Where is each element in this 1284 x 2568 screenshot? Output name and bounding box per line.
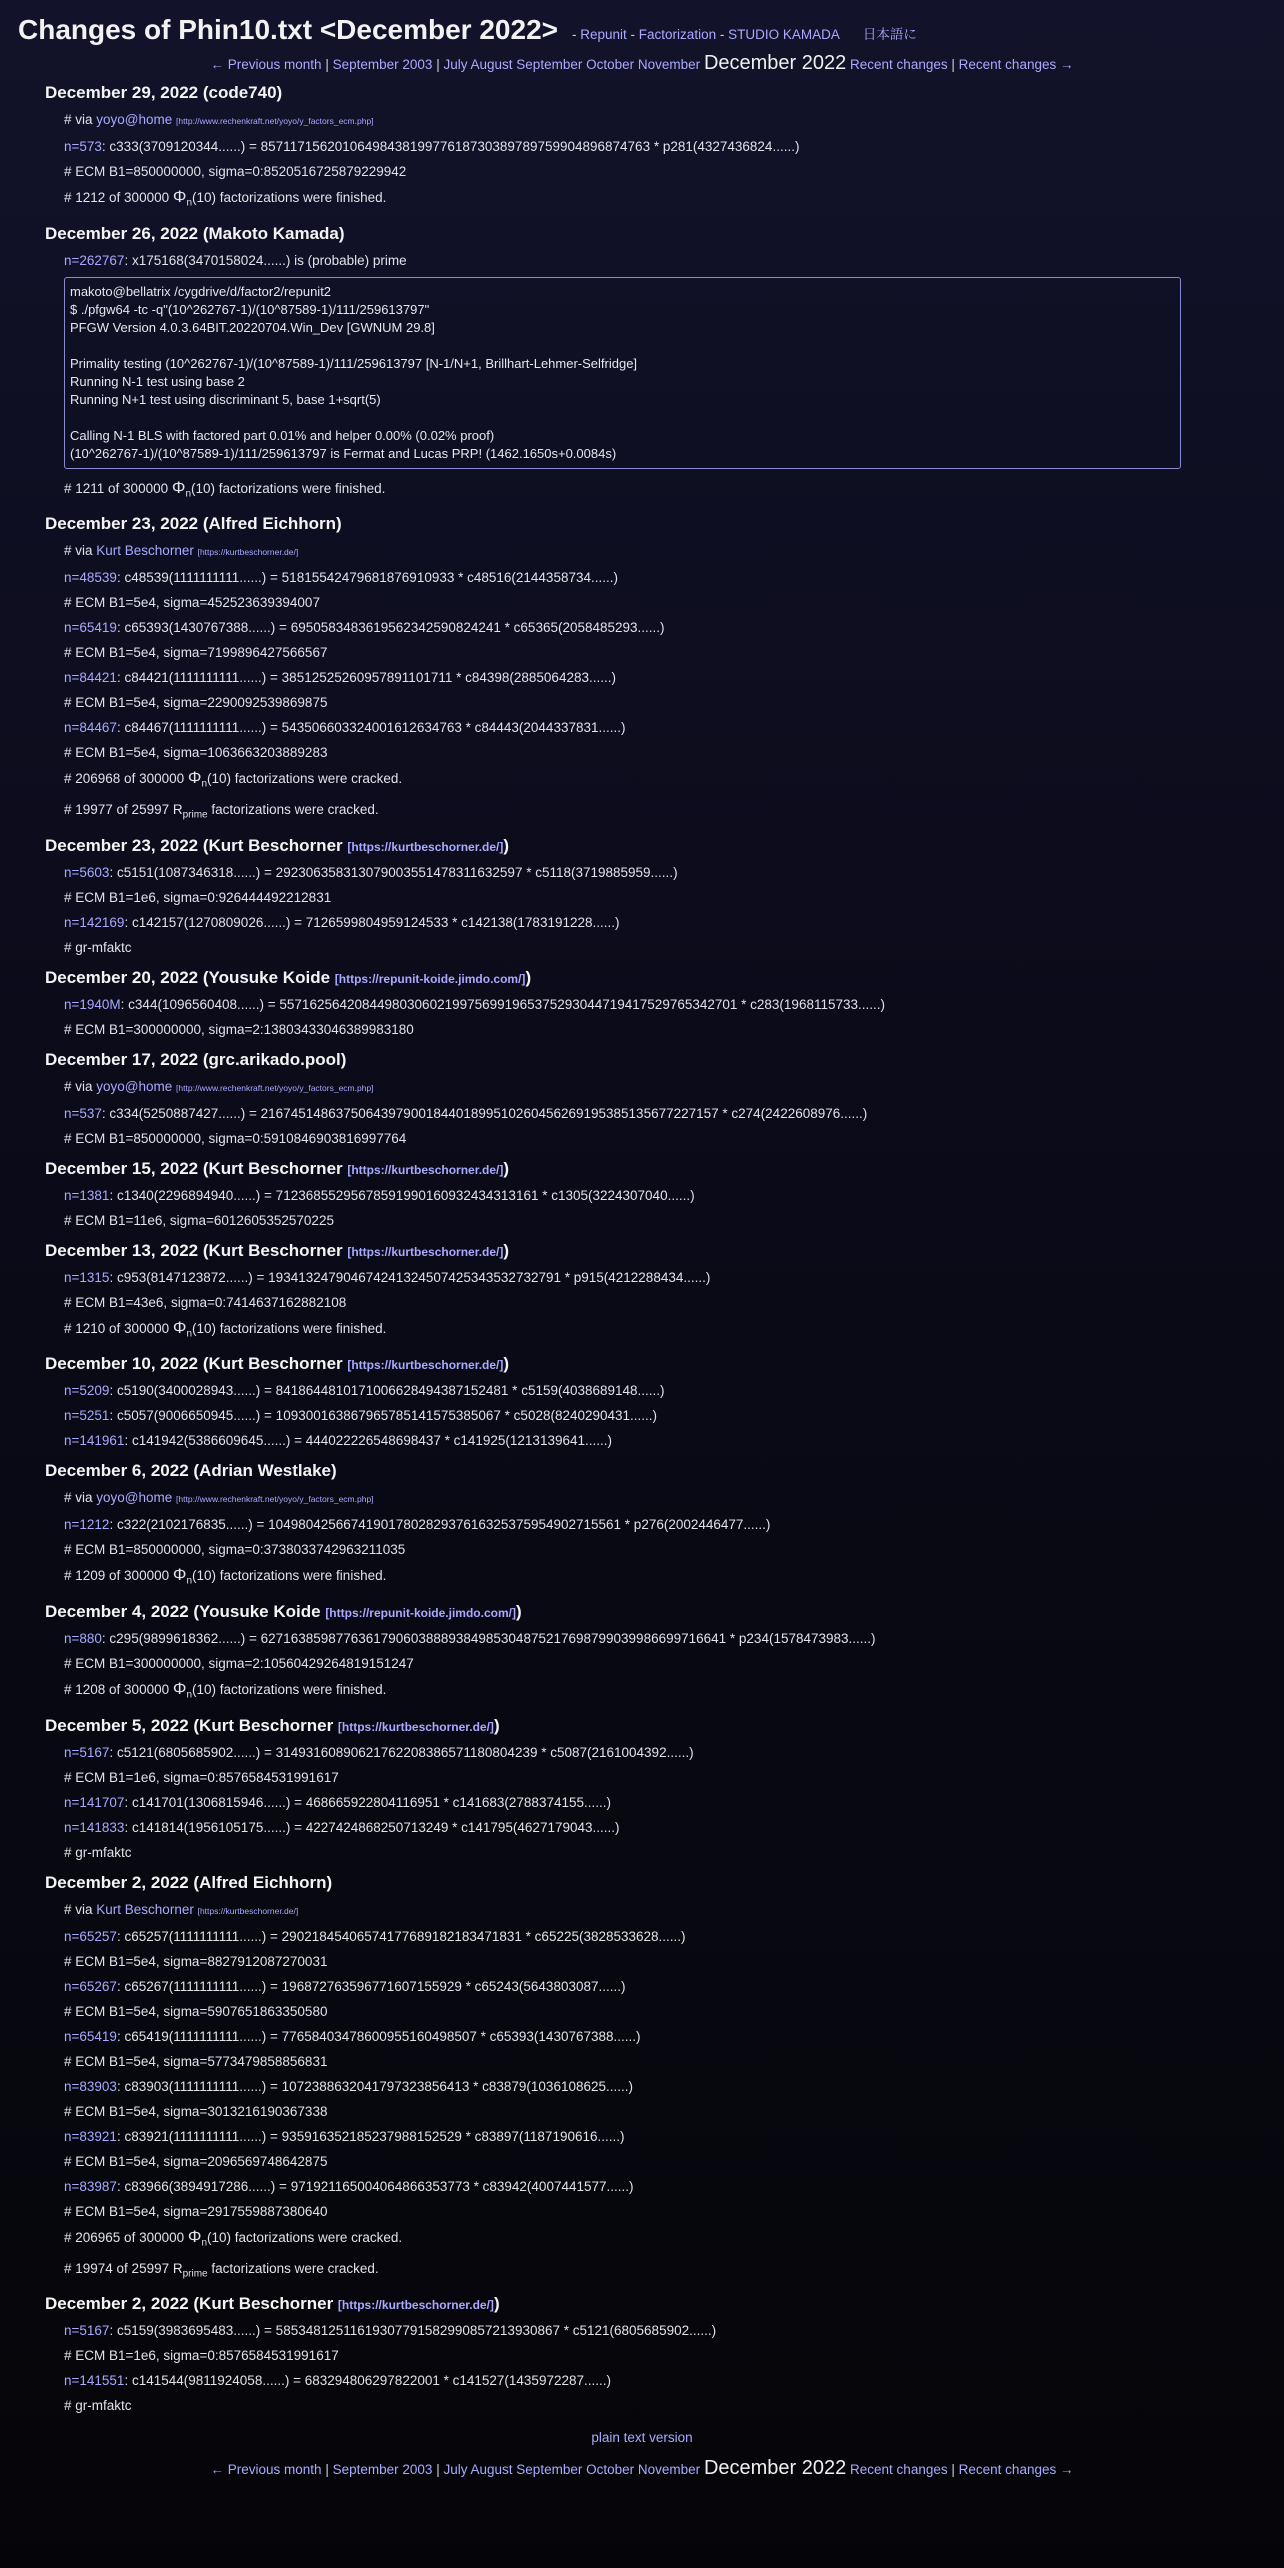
changes-list	[0, 83, 1284, 2414]
entry	[45, 224, 1184, 503]
homepage-link[interactable]: [https://kurtbeschorner.de/]	[347, 839, 504, 854]
via-link[interactable]: yoyo@home	[96, 1490, 173, 1506]
factor-line: n=5167: c5121(6805685902......) = 3149316089062176220838657118080423​9 * c5087(2161004392......)	[64, 1744, 694, 1760]
count-line: # 206965 of 300000 $\Phi_n(10)$ factorizations were cracked.	[64, 2226, 403, 2249]
n-link[interactable]: n=5603	[64, 864, 110, 880]
via-url[interactable]: [https://kurtbeschorner.de/]	[197, 547, 299, 558]
via-url[interactable]: [https://kurtbeschorner.de/]	[197, 1905, 299, 1916]
nav-previous-month[interactable]: ← Previous month	[210, 57, 322, 72]
note-line: # ECM B1=5e4, sigma=8827912087270031	[64, 1953, 328, 1969]
factor-line: n=83987: c83966(3894917286......) = 971921165004064866353773 * c83942(4007441577......)	[64, 2178, 634, 2194]
via-link[interactable]: yoyo@home	[96, 1078, 173, 1094]
n-link[interactable]: n=5167	[64, 1744, 110, 1760]
month-nav-bottom: ← Previous month | September 2003 | July August September October November December 2022 Recent changes | Recent changes →	[210, 2457, 1074, 2480]
page-header	[0, 0, 1284, 50]
entry-heading: December 23, 2022 (Kurt Beschorner [https://kurtbeschorner.de/])	[45, 835, 510, 855]
link-factorization[interactable]: Factorization	[638, 27, 717, 42]
n-link[interactable]: n=141961	[64, 1433, 125, 1449]
count-line: # 1210 of 300000 $\Phi_n(10)$ factorizations were finished.	[64, 1317, 387, 1340]
n-link[interactable]: n=141833	[64, 1819, 125, 1835]
note-line: # gr-mfaktc	[64, 2398, 132, 2414]
n-link[interactable]: n=83921	[64, 2128, 117, 2144]
nav-september-2003[interactable]: September 2003	[332, 57, 433, 72]
n-link[interactable]: n=84467	[64, 720, 117, 736]
note-line: # ECM B1=5e4, sigma=5773479858856831	[64, 2053, 328, 2069]
link-japanese[interactable]: 日本語に	[862, 27, 917, 42]
nav-july[interactable]: July	[443, 57, 468, 72]
via-link[interactable]: Kurt Beschorner	[96, 543, 194, 559]
plain-text-version-link[interactable]: plain text version	[591, 2430, 693, 2446]
link-repunit[interactable]: Repunit	[580, 27, 627, 42]
via-link[interactable]: Kurt Beschorner	[96, 1901, 194, 1917]
count-line: # 206968 of 300000 $\Phi_n(10)$ factorizations were cracked.	[64, 768, 403, 791]
note-line: # ECM B1=300000000, sigma=2:1380343304638998318​0	[64, 1021, 414, 1037]
via-url[interactable]: [http://www.rechenkraft.net/yoyo/y_factors_ecm.php]	[176, 1494, 374, 1505]
ecm-line: # ECM B1=850000000, sigma=0:8520516725879229942	[64, 164, 407, 179]
n-link[interactable]: n=573	[64, 139, 102, 154]
nav-current-month: December 2022	[703, 52, 847, 74]
factor-line: n=5167: c5159(3983695483......) = 5853481251161930779158299085721393086​7 * c5121(6805685902......)	[64, 2323, 717, 2339]
factor-line: n=141833: c141814(1956105175......) = 4227424868250713249 * c141795(4627179043......)	[64, 1819, 620, 1835]
rprime-count-line: # 19977 of 25997 $R_{prime}$ factorizations were cracked.	[64, 802, 379, 821]
plain-text-version	[0, 2430, 1284, 2445]
nav-november[interactable]: November	[637, 57, 701, 72]
factor-line: n=84467: c84467(1111111111......) = 543506603324001612634763 * c84443(2044337831......)	[64, 720, 626, 736]
factor-line: n=142169: c142157(1270809026......) = 7126599804959124533 * c142138(1783191228......)	[64, 914, 620, 930]
nav-august[interactable]: August	[470, 2462, 513, 2478]
note-line: # ECM B1=850000000, sigma=0:3738033742963211035	[64, 1542, 406, 1558]
factor-line: n=65267: c65267(1111111111......) = 196872763596771607155929 * c65243(5643803087......)	[64, 1978, 626, 1994]
factor-line: n=65419: c65419(1111111111......) = 776584034786009551604985​07 * c65393(1430767388......)	[64, 2028, 641, 2044]
factor-line: n=65257: c65257(1111111111......) = 29021845406574177689182183471831 * c65225(3828533628......)	[64, 1928, 686, 1944]
nav-recent-changes-next[interactable]: Recent changes →	[958, 2462, 1074, 2478]
note-line: # ECM B1=850000000, sigma=0:591084690381699776​4	[64, 1130, 407, 1146]
note-line: # ECM B1=5e4, sigma=5907651863350580	[64, 2003, 328, 2019]
nav-recent-changes-next[interactable]: Recent changes →	[958, 57, 1074, 72]
homepage-link[interactable]: [https://repunit-koide.jimdo.com/]	[325, 1606, 516, 1621]
factor-line: n=5251: c5057(9006650945......) = 10930016386796578514157538506​7 * c5028(8240290431......)	[64, 1408, 658, 1424]
nav-october[interactable]: October	[586, 57, 635, 72]
n-link[interactable]: n=537	[64, 1105, 102, 1121]
note-line: # ECM B1=1e6, sigma=0:8576584531991617	[64, 2348, 339, 2364]
n-link[interactable]: n=1315	[64, 1269, 110, 1285]
entry	[45, 1716, 1184, 1861]
n-link[interactable]: n=142169	[64, 914, 125, 930]
via-url[interactable]: [http://www.rechenkraft.net/yoyo/y_factors_ecm.php]	[176, 1082, 374, 1093]
entry-heading: December 17, 2022 (grc.arikado.pool)	[45, 1049, 347, 1069]
factor-line: n=1381: c1340(2296894940......) = 71236855295678591990160932434313161 * c1305(3224307040......)	[64, 1187, 695, 1203]
n-link[interactable]: n=48539	[64, 570, 117, 586]
via-line: # via yoyo@home [http://www.rechenkraft.net/yoyo/y_factors_ecm.php]	[64, 1078, 374, 1094]
entry	[45, 1159, 1184, 1229]
factor-line: n=573: c333(3709120344......) = 857117156201064984381997761873038978975990489687476​3 * p281(4327436824......)	[64, 139, 800, 154]
factor-line: n=880: c295(9899618362......) = 627163859877636179060388893849853048752176987990399866997166​41 * p234(1578473983......)	[64, 1631, 876, 1647]
pfgw-output-box: makoto@bellatrix /cygdrive/d/factor2/repunit2 $ ./pfgw64 -tc -q"(10^262767-1)/(10^87589-1)/111/259613797" PFGW Version 4.0.3.64BIT.20220704.Win_Dev [GWNUM 29.8] Primality testing (10^262767-1)/(10^87589-1)/111/259613797 [N-1/N+1, Brillhart-Lehmer-Selfridge] Running N-1 test using base 2 Running N+1 test using discriminant 5, base 1+sqrt(5) Calling N-1 BLS with factored part 0.01% and helper 0.00% (0.02% proof) (10^262767-1)/(10^87589-1)/111/259613797 is Fermat and Lucas PRP! (1462.1650s+0.0084s)	[64, 277, 1181, 469]
n-link[interactable]: n=84421	[64, 670, 117, 686]
homepage-link[interactable]: [https://repunit-koide.jimdo.com/]	[334, 971, 526, 986]
factor-line: n=1940M: c344(1096560408......) = 557162564208449803060219975699196537529304471941752976534270​1 * c283(1968115733......)	[64, 996, 886, 1012]
n-link[interactable]: n=1940M	[64, 996, 121, 1012]
factor-line: n=1315: c953(8147123872......) = 19341324790467424132450742534353273279​1 * p915(4212288434......)	[64, 1269, 711, 1285]
via-url[interactable]: [http://www.rechenkraft.net/yoyo/y_factors_ecm.php]	[176, 116, 374, 126]
n-link[interactable]: n=141551	[64, 2373, 125, 2389]
n-link[interactable]: n=65419	[64, 620, 117, 636]
entry-heading: December 26, 2022 (Makoto Kamada)	[45, 223, 345, 243]
note-line: # ECM B1=1e6, sigma=0:926444492212831	[64, 889, 332, 905]
entry-heading: December 13, 2022 (Kurt Beschorner [https://kurtbeschorner.de/])	[45, 1240, 510, 1260]
entry-heading: December 5, 2022 (Kurt Beschorner [https://kurtbeschorner.de/])	[45, 1715, 500, 1735]
note-line: # ECM B1=5e4, sigma=2290092539869875	[64, 695, 328, 711]
factor-line: n=1212: c322(2102176835......) = 10498042566741901780282937616325375954902715561 * p276(2002446477......)	[64, 1517, 771, 1533]
entry	[45, 836, 1184, 956]
factor-line: n=65419: c65393(1430767388......) = 6950583483619562342590824241 * c65365(2058485293......)	[64, 620, 665, 636]
entry	[45, 1241, 1184, 1343]
homepage-link[interactable]: [https://kurtbeschorner.de/]	[347, 1244, 504, 1259]
nav-july[interactable]: July	[443, 2462, 468, 2478]
entry-heading: December 6, 2022 (Adrian Westlake)	[45, 1461, 337, 1481]
n-link[interactable]: n=83987	[64, 2178, 117, 2194]
factor-line: n=83921: c83921(1111111111......) = 9359163521852379881525​29 * c83897(1187190616......)	[64, 2128, 625, 2144]
count-line: # 1212 of 300000 $\Phi_n(10)$ factorizations were finished.	[64, 187, 387, 209]
entry-heading: December 10, 2022 (Kurt Beschorner [https://kurtbeschorner.de/])	[45, 1354, 510, 1374]
factor-line: n=537: c334(5250887427......) = 216745148637506439790018440189951026045626919538513567722715​7 * c274(2422608976......)	[64, 1105, 868, 1121]
n-link[interactable]: n=5167	[64, 2323, 110, 2339]
month-nav-top: ← Previous month | September 2003 | July August September October November December 2022 Recent changes | Recent changes →	[210, 52, 1074, 74]
n-link[interactable]: n=83903	[64, 2078, 117, 2094]
entry-heading: December 2, 2022 (Alfred Eichhorn)	[45, 1872, 333, 1892]
note-line: # ECM B1=5e4, sigma=3013216190367338	[64, 2103, 328, 2119]
n-link[interactable]: n=65257	[64, 1928, 117, 1944]
homepage-link[interactable]: [https://kurtbeschorner.de/]	[347, 1358, 504, 1373]
entry-heading: December 15, 2022 (Kurt Beschorner [https://kurtbeschorner.de/])	[45, 1158, 510, 1178]
factor-line: n=5603: c5151(1087346318......) = 29230635831307900355147831163259​7 * c5118(3719885959......)	[64, 864, 678, 880]
count-line: # 1211 of 300000 $\Phi_n(10)$ factorizations were finished.	[64, 477, 386, 500]
homepage-link[interactable]: [https://kurtbeschorner.de/]	[347, 1162, 504, 1177]
entry	[45, 1873, 1184, 2282]
entry-heading: December 23, 2022 (Alfred Eichhorn)	[45, 514, 342, 534]
n-link[interactable]: n=262767	[64, 252, 125, 268]
factor-line: n=5209: c5190(3400028943......) = 84186448101710066284943871524​81 * c5159(4038689148......)	[64, 1383, 665, 1399]
via-line: # via Kurt Beschorner [https://kurtbeschorner.de/]	[64, 1901, 299, 1917]
entry	[45, 514, 1184, 823]
entry	[45, 1602, 1184, 1704]
via-line: # via Kurt Beschorner [https://kurtbeschorner.de/]	[64, 543, 299, 559]
nav-current-month: December 2022	[703, 2457, 847, 2480]
via-line: # via yoyo@home [http://www.rechenkraft.net/yoyo/y_factors_ecm.php]	[64, 112, 374, 127]
n-link[interactable]: n=1381	[64, 1187, 110, 1203]
entry-heading: December 2, 2022 (Kurt Beschorner [https://kurtbeschorner.de/])	[45, 2294, 500, 2314]
n-link[interactable]: n=880	[64, 1631, 102, 1647]
nav-september[interactable]: September	[516, 2462, 583, 2478]
rprime-count-line: # 19974 of 25997 $R_{prime}$ factorizations were cracked.	[64, 2260, 379, 2280]
note-line: # ECM B1=5e4, sigma=7199896427566567	[64, 645, 328, 661]
note-line: # ECM B1=11e6, sigma=6012605352570225	[64, 1212, 334, 1228]
entry-heading: December 29, 2022 (code740)	[45, 83, 283, 102]
entry-heading: December 20, 2022 (Yousuke Koide [https://repunit-koide.jimdo.com/])	[45, 967, 532, 987]
note-line: # gr-mfaktc	[64, 939, 132, 955]
page-title: Changes of Phin10.txt <December 2022>	[18, 14, 558, 45]
entry-heading: December 4, 2022 (Yousuke Koide [https://repunit-koide.jimdo.com/])	[45, 1602, 522, 1622]
entry	[45, 83, 1184, 212]
n-link[interactable]: n=65267	[64, 1978, 117, 1994]
factor-line: n=141551: c141544(9811924058......) = 683294806297822001 * c141527(1435972287......)	[64, 2373, 611, 2389]
factor-line: n=262767: x175168(3470158024......) is (probable) prime	[64, 252, 407, 268]
via-line: # via yoyo@home [http://www.rechenkraft.net/yoyo/y_factors_ecm.php]	[64, 1490, 374, 1506]
nav-previous-month[interactable]: ← Previous month	[210, 2462, 322, 2478]
entry	[45, 1050, 1184, 1147]
factor-line: n=48539: c48539(1111111111......) = 5181554247968187691093​3 * c48516(2144358734......)	[64, 570, 618, 586]
link-studio-kamada[interactable]: STUDIO KAMADA	[728, 27, 840, 42]
nav-november[interactable]: November	[637, 2462, 701, 2478]
factor-line: n=83903: c83903(1111111111......) = 107238863204179732385641​3 * c83879(1036108625......)	[64, 2078, 633, 2094]
note-line: # ECM B1=300000000, sigma=2:10560429264819151247	[64, 1656, 414, 1672]
n-link[interactable]: n=5209	[64, 1383, 110, 1399]
header-links: - Repunit - Factorization - STUDIO KAMADA 日本語に	[572, 27, 917, 42]
note-line: # ECM B1=5e4, sigma=2096569748642875	[64, 2153, 328, 2169]
note-line: # gr-mfaktc	[64, 1844, 132, 1860]
n-link[interactable]: n=1212	[64, 1517, 110, 1533]
note-line: # ECM B1=1e6, sigma=0:8576584531991617	[64, 1769, 339, 1785]
entry	[45, 1354, 1184, 1449]
homepage-link[interactable]: [https://kurtbeschorner.de/]	[337, 1719, 494, 1734]
factor-line: n=84421: c84421(1111111111......) = 385125252609578911017​11 * c84398(2885064283......)	[64, 670, 616, 686]
factor-line: n=141707: c141701(1306815946......) = 468665922804116951 * c141683(2788374155......)	[64, 1794, 611, 1810]
nav-recent-changes[interactable]: Recent changes	[850, 57, 948, 72]
nav-october[interactable]: October	[586, 2462, 635, 2478]
entry	[45, 2294, 1184, 2414]
count-line: # 1209 of 300000 $\Phi_n(10)$ factorizations were finished.	[64, 1565, 387, 1588]
nav-september-2003[interactable]: September 2003	[332, 2462, 433, 2478]
nav-august[interactable]: August	[470, 57, 513, 72]
entry	[45, 968, 1184, 1038]
homepage-link[interactable]: [https://kurtbeschorner.de/]	[337, 2298, 494, 2313]
n-link[interactable]: n=141707	[64, 1794, 125, 1810]
n-link[interactable]: n=65419	[64, 2028, 117, 2044]
note-line: # ECM B1=43e6, sigma=0:7414637162882108	[64, 1294, 347, 1310]
note-line: # ECM B1=5e4, sigma=2917559887380640	[64, 2203, 328, 2219]
via-link[interactable]: yoyo@home	[96, 112, 173, 127]
note-line: # ECM B1=5e4, sigma=1063663203889283	[64, 745, 328, 761]
note-line: # ECM B1=5e4, sigma=452523639394007	[64, 595, 320, 611]
nav-recent-changes[interactable]: Recent changes	[850, 2462, 948, 2478]
nav-september[interactable]: September	[516, 57, 583, 72]
count-line: # 1208 of 300000 $\Phi_n(10)$ factorizations were finished.	[64, 1679, 387, 1701]
n-link[interactable]: n=5251	[64, 1408, 110, 1424]
entry	[45, 1461, 1184, 1590]
factor-line: n=141961: c141942(5386609645......) = 444022226548698437 * c141925(1213139641......)	[64, 1433, 612, 1449]
